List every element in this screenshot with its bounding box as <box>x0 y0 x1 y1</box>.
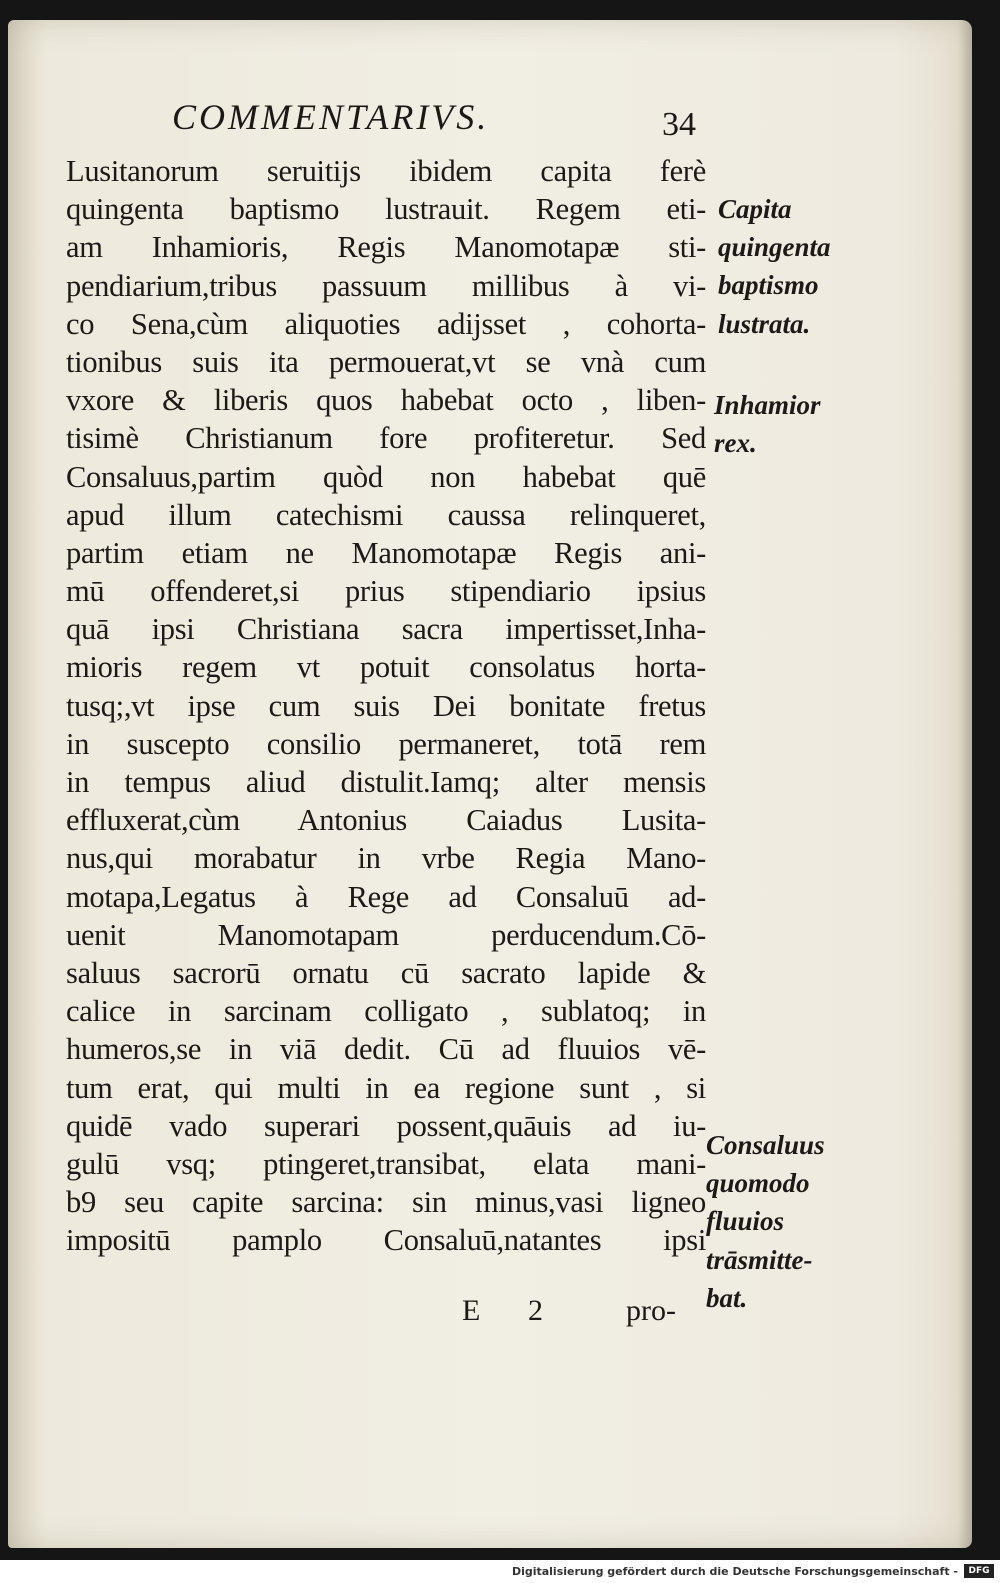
text-line: partim etiam ne Manomotapæ Regis ani- <box>66 535 706 570</box>
text-line: humeros,se in viā dedit. Cū ad fluuios vē- <box>66 1032 706 1067</box>
body-text <box>66 152 706 1259</box>
footer-credit: Digitalisierung gefördert durch die Deutsche Forschungsgemeinschaft - <box>511 1565 958 1578</box>
text-line: in tempus aliud distulit.Iamq; alter mensis <box>66 765 706 799</box>
text-line: mū offenderet,si prius stipendiario ipsius <box>66 574 706 609</box>
margin-note-consaluus <box>706 1126 825 1317</box>
text-line: pendiarium,tribus passuum millibus à vi- <box>66 268 706 303</box>
text-line: b9 seu capite sarcina: sin minus,vasi ligneo <box>66 1185 706 1220</box>
dfg-logo: DFG <box>964 1564 994 1578</box>
text-line: motapa,Legatus à Rege ad Consaluū ad- <box>66 879 706 914</box>
margin-note-line: quingenta <box>718 232 831 263</box>
margin-note-line: quomodo <box>706 1168 810 1199</box>
text-line: quidē vado superari possent,quāuis ad iu- <box>66 1108 706 1143</box>
text-line: effluxerat,cùm Antonius Caiadus Lusita- <box>66 803 706 838</box>
page-number: 34 <box>662 106 696 143</box>
margin-note-line: trāsmitte- <box>706 1244 813 1275</box>
text-line: am Inhamioris, Regis Manomotapæ sti- <box>66 230 706 265</box>
margin-note-line: baptismo <box>718 270 819 301</box>
signature-number: 2 <box>528 1294 543 1327</box>
text-line: mioris regem vt potuit consolatus horta- <box>66 650 706 685</box>
text-line: tisimè Christianum fore profiteretur. Sed <box>66 421 706 456</box>
text-line: impositū pamplo Consaluū,natantes ipsi <box>66 1223 706 1258</box>
margin-note-capita <box>718 190 831 343</box>
running-head: COMMENTARIVS. <box>172 97 490 137</box>
text-line: gulū vsq; ptingeret,transibat, elata mani- <box>66 1146 706 1181</box>
text-line: nus,qui morabatur in vrbe Regia Mano- <box>66 841 706 876</box>
text-line: Consaluus,partim quòd non habebat quē <box>66 459 706 494</box>
margin-note-line: rex. <box>714 428 757 459</box>
text-line: uenit Manomotapam perducendum.Cō- <box>66 917 706 952</box>
margin-note-line: lustrata. <box>718 308 811 339</box>
margin-note-line: Consaluus <box>706 1130 825 1160</box>
text-line: in suscepto consilio permaneret, totā rem <box>66 726 706 761</box>
margin-note-line: bat. <box>706 1282 748 1313</box>
margin-note-line: Inhamior <box>714 390 821 420</box>
catchword: pro- <box>626 1294 676 1327</box>
text-line: apud illum catechismi caussa relinqueret, <box>66 497 706 532</box>
margin-note-line: fluuios <box>706 1206 785 1237</box>
text-line: tum erat, qui multi in ea regione sunt , si <box>66 1070 706 1105</box>
text-line: tionibus suis ita permouerat,vt se vnà cum <box>66 344 706 379</box>
text-line: quingenta baptismo lustrauit. Regem eti- <box>66 192 706 227</box>
margin-note-inhamior <box>714 386 821 462</box>
text-line: calice in sarcinam colligato , sublatoq; in <box>66 994 706 1029</box>
text-line: vxore & liberis quos habebat octo , liben- <box>66 383 706 418</box>
text-line: co Sena,cùm aliquoties adijsset , cohorta- <box>66 306 706 341</box>
margin-note-line: Capita <box>718 194 792 224</box>
page-edge-shadow <box>958 20 972 1548</box>
text-line: quā ipsi Christiana sacra impertisset,Inha- <box>66 612 706 647</box>
text-line: saluus sacrorū ornatu cū sacrato lapide & <box>66 955 706 990</box>
signature-mark: E <box>462 1294 481 1327</box>
text-line: tusq;,vt ipse cum suis Dei bonitate fretus <box>66 688 706 723</box>
text-line: Lusitanorum seruitijs ibidem capita ferè <box>66 154 706 188</box>
